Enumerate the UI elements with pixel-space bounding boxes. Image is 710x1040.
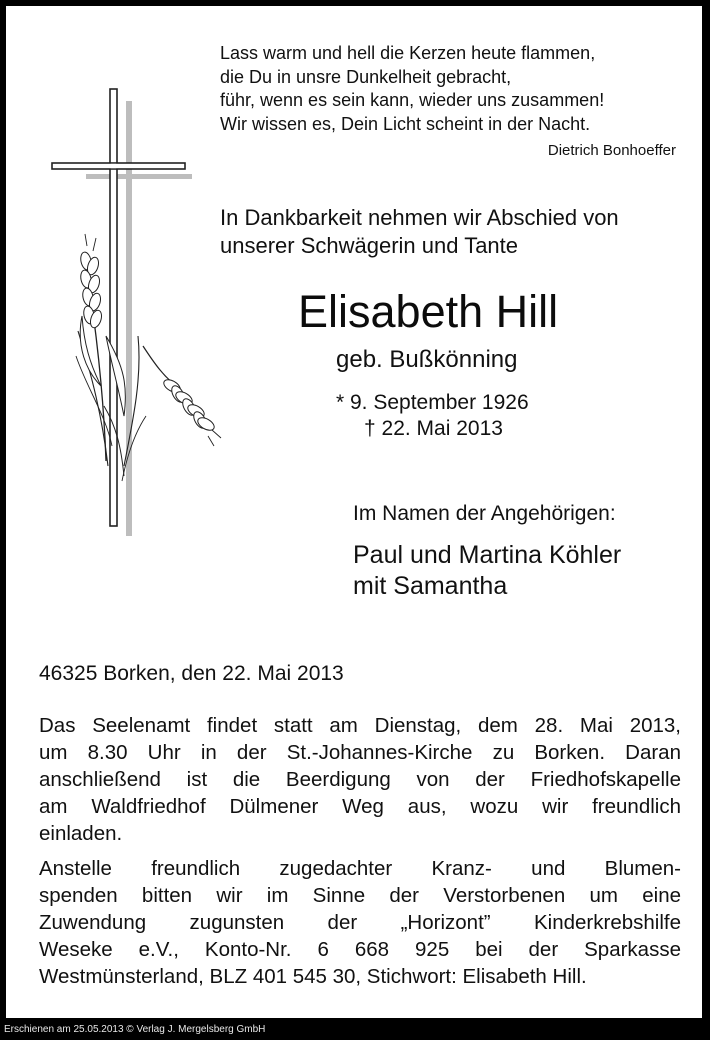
family-label: Im Namen der Angehörigen: — [353, 502, 616, 525]
paragraph-line: Weseke e.V., Konto-Nr. 6 668 925 bei der Sparkasse — [39, 938, 681, 961]
maiden-name: geb. Bußkönning — [336, 346, 518, 373]
poem — [220, 42, 682, 136]
paragraph-line: um 8.30 Uhr in der St.-Johannes-Kirche zu Borken. Daran — [39, 741, 681, 764]
poem-line: führ, wenn es sein kann, wieder uns zusammen! — [220, 90, 605, 110]
cross-with-wheat-icon — [46, 86, 226, 546]
family-names — [353, 540, 621, 602]
intro-line: In Dankbarkeit nehmen wir Abschied von — [220, 205, 619, 230]
poem-line: Lass warm und hell die Kerzen heute flammen, — [220, 43, 596, 63]
paragraph-line: anschließend ist die Beerdigung von der Friedhofskapelle — [39, 768, 681, 791]
paragraph-line: Das Seelenamt findet statt am Dienstag, dem 28. Mai 2013, — [39, 714, 681, 737]
paragraph-line: spenden bitten wir im Sinne der Verstorbenen um eine — [39, 884, 681, 907]
obituary-notice — [6, 6, 702, 1018]
place-date: 46325 Borken, den 22. Mai 2013 — [39, 662, 344, 685]
donation-paragraph — [39, 855, 681, 990]
deceased-name: Elisabeth Hill — [298, 286, 559, 337]
publication-footer: Erschienen am 25.05.2013 © Verlag J. Mergelsberg GmbH — [4, 1024, 266, 1035]
paragraph-line: am Waldfriedhof Dülmener Weg aus, wozu wir freundlich — [39, 795, 681, 818]
family-name-line: mit Samantha — [353, 572, 508, 600]
death-date: † 22. Mai 2013 — [364, 417, 503, 440]
intro-line: unserer Schwägerin und Tante — [220, 233, 519, 258]
paragraph-line: Zuwendung zugunsten der „Horizont” Kinderkrebshilfe — [39, 911, 681, 934]
paragraph-line: Westmünsterland, BLZ 401 545 30, Stichwort: Elisabeth Hill. — [39, 965, 587, 988]
birth-date: * 9. September 1926 — [336, 391, 529, 414]
poem-line: Wir wissen es, Dein Licht scheint in der Nacht. — [220, 113, 591, 134]
intro-text — [220, 204, 690, 260]
poem-author: Dietrich Bonhoeffer — [547, 142, 676, 159]
family-name-line: Paul und Martina Köhler — [353, 541, 622, 569]
poem-line: die Du in unsre Dunkelheit gebracht, — [220, 66, 512, 87]
funeral-paragraph — [39, 712, 681, 847]
paragraph-line: Anstelle freundlich zugedachter Kranz- und Blumen- — [39, 857, 681, 880]
paragraph-line: einladen. — [39, 822, 123, 845]
